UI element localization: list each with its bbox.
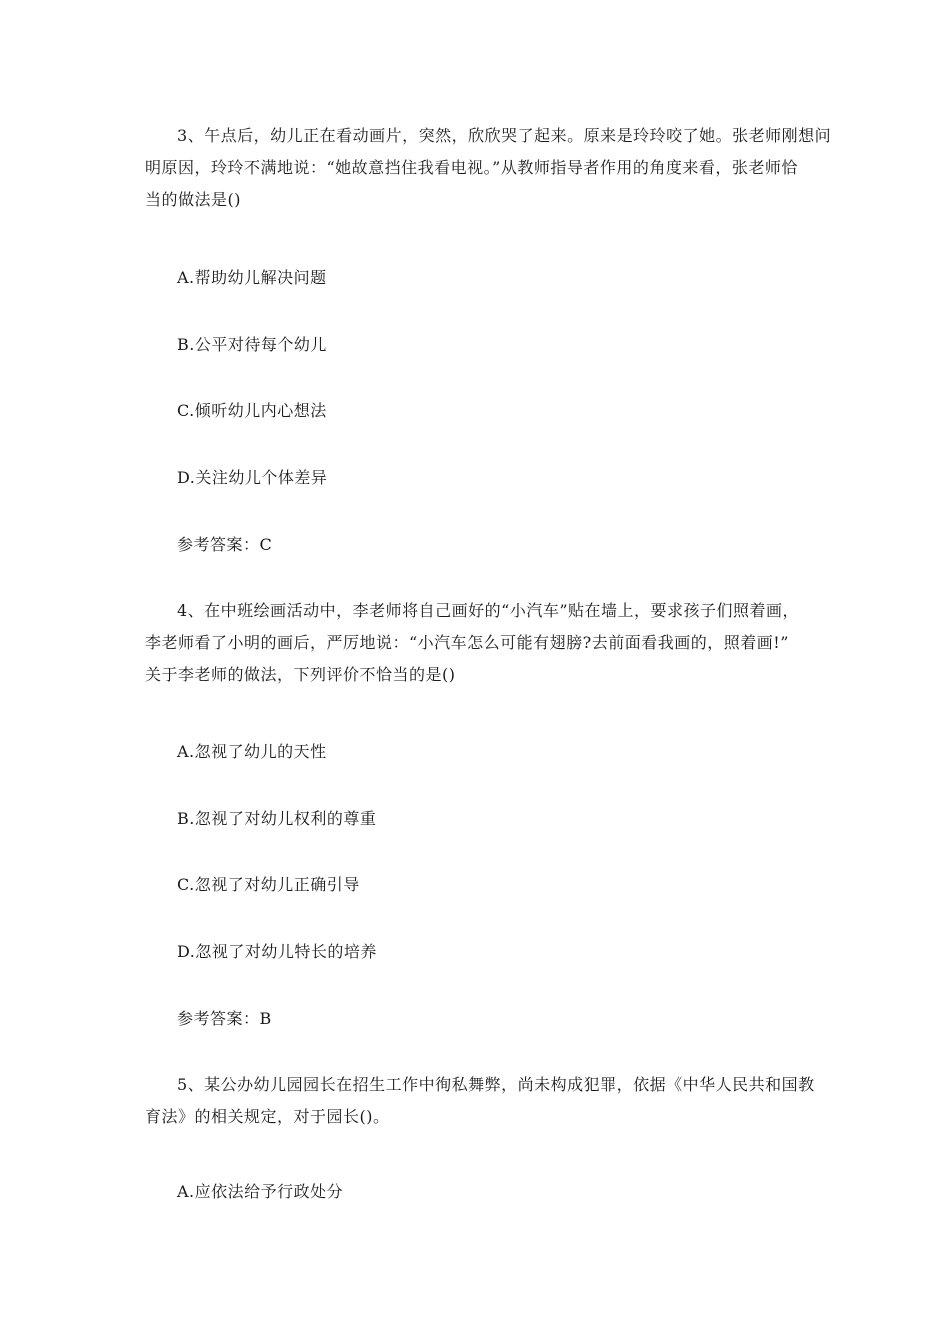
- question-3-option-c: C.倾听幼儿内心想法: [177, 401, 327, 420]
- question-5-line-1: 5、某公办幼儿园园长在招生工作中徇私舞弊，尚未构成犯罪，依据《中华人民共和国教: [177, 1075, 815, 1094]
- question-5-line-2: 育法》的相关规定，对于园长()。: [145, 1107, 390, 1126]
- question-3-option-d: D.关注幼儿个体差异: [177, 468, 328, 487]
- question-4-option-b: B.忽视了对幼儿权利的尊重: [177, 809, 377, 828]
- question-5-text: [145, 1069, 815, 1133]
- question-4-option-d: D.忽视了对幼儿特长的培养: [177, 942, 377, 961]
- question-4-line-1: 4、在中班绘画活动中，李老师将自己画好的“小汽车”贴在墙上，要求孩子们照着画，: [177, 601, 800, 620]
- question-3-line-3: 当的做法是(): [145, 190, 241, 209]
- question-4-text: [145, 595, 799, 691]
- question-3-answer: 参考答案：C: [177, 535, 273, 554]
- question-4-answer: 参考答案：B: [177, 1009, 272, 1028]
- question-3-option-b: B.公平对待每个幼儿: [177, 335, 327, 354]
- question-4-option-a: A.忽视了幼儿的天性: [177, 742, 327, 761]
- question-4-line-2: 李老师看了小明的画后，严厉地说：“小汽车怎么可能有翅膀?去前面看我画的，照着画!”: [145, 633, 789, 652]
- question-4-line-3: 关于李老师的做法，下列评价不恰当的是(): [145, 665, 456, 684]
- question-3-option-a: A.帮助幼儿解决问题: [177, 268, 327, 287]
- question-5-option-a: A.应依法给予行政处分: [177, 1182, 344, 1201]
- question-3-line-1: 3、午点后，幼儿正在看动画片，突然，欣欣哭了起来。原来是玲玲咬了她。张老师刚想问: [177, 126, 832, 145]
- question-4-option-c: C.忽视了对幼儿正确引导: [177, 875, 360, 894]
- question-3-text: [145, 120, 831, 216]
- question-3-line-2: 明原因，玲玲不满地说：“她故意挡住我看电视。”从教师指导者作用的角度来看，张老师恰: [145, 158, 798, 177]
